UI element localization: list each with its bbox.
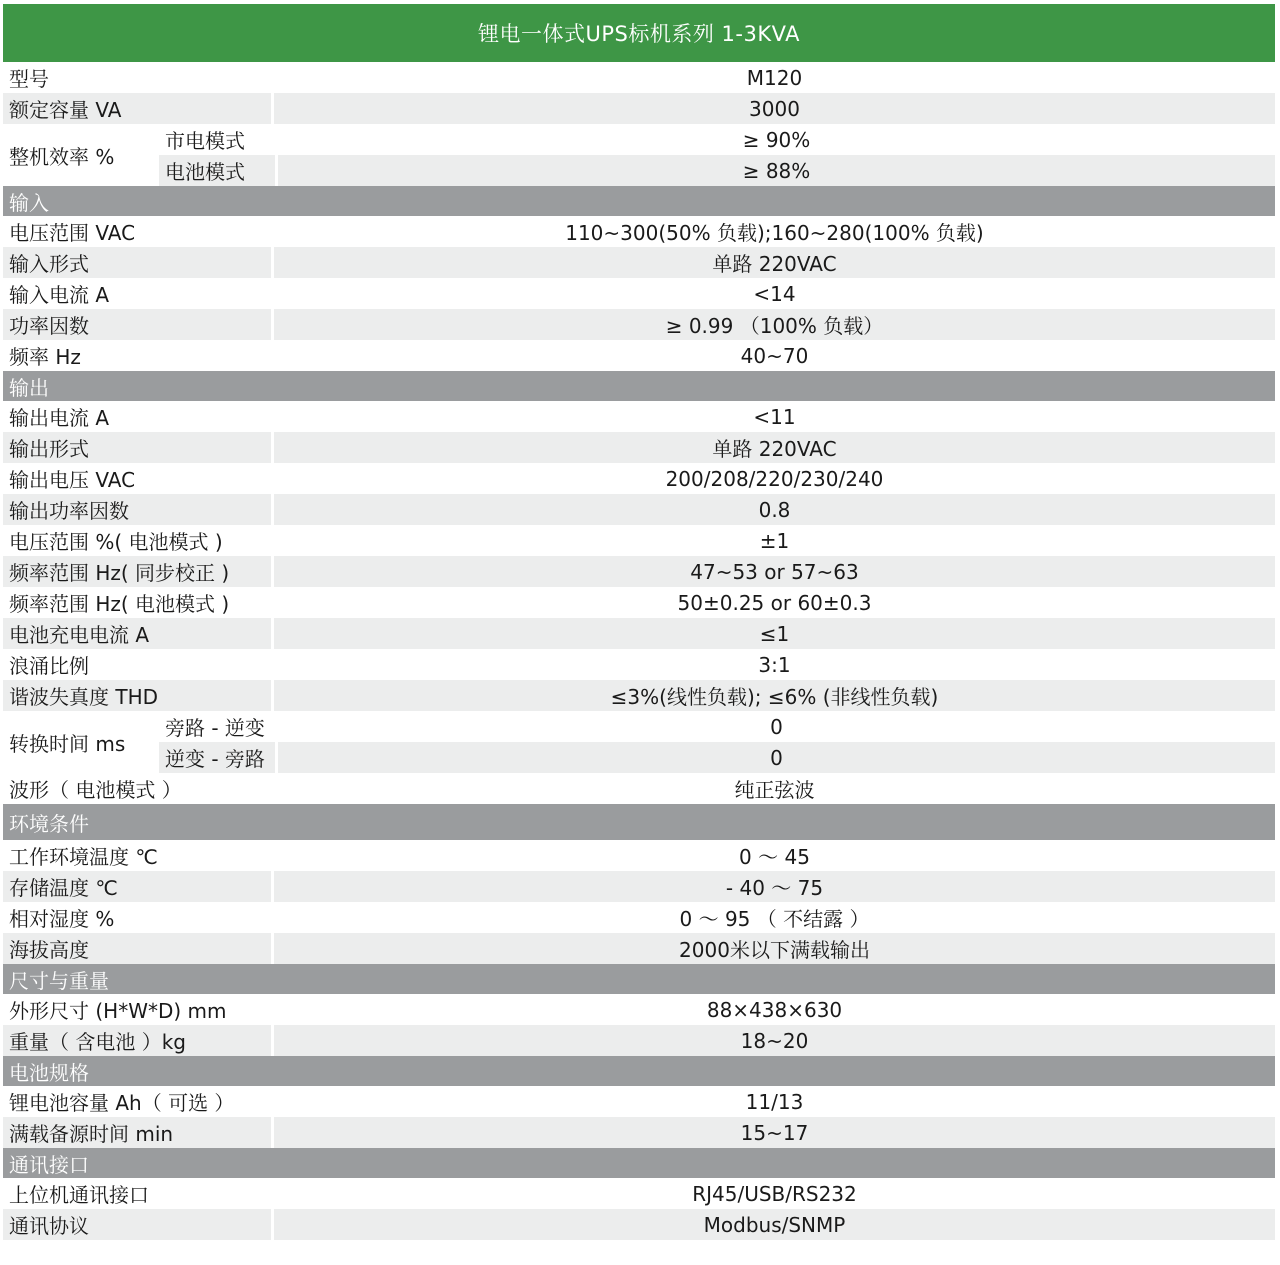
row-label: 波形（ 电池模式 ） — [3, 773, 271, 804]
table-row — [3, 247, 1275, 278]
row-label: 逆变 - 旁路 — [159, 742, 275, 773]
row-label: 电池模式 — [159, 155, 275, 186]
table-row — [3, 871, 1275, 902]
row-label: 旁路 - 逆变 — [159, 711, 275, 742]
row-label: 满载备源时间 min — [3, 1117, 271, 1148]
row-group-transfer-time — [3, 711, 1275, 773]
row-label: 输出电流 A — [3, 401, 271, 432]
row-label: 重量（ 含电池 ）kg — [3, 1025, 271, 1056]
row-model — [3, 62, 1275, 93]
table-row — [3, 902, 1275, 933]
row-efficiency-battery — [155, 155, 1275, 186]
row-value: 纯正弦波 — [274, 773, 1275, 804]
table-row — [3, 840, 1275, 871]
section-output-rows — [3, 401, 1275, 804]
row-label: 电压范围 VAC — [3, 216, 271, 247]
row-value: <14 — [274, 278, 1275, 309]
row-label: 输出形式 — [3, 432, 271, 463]
row-label: 海拔高度 — [3, 933, 271, 964]
row-value: <11 — [274, 401, 1275, 432]
row-value: ≥ 90% — [278, 124, 1275, 155]
table-row — [3, 1086, 1275, 1117]
section-header-environment: 环境条件 — [3, 804, 1275, 840]
row-value: 50±0.25 or 60±0.3 — [274, 587, 1275, 618]
row-value: - 40 ～ 75 — [274, 871, 1275, 902]
row-label: 通讯协议 — [3, 1209, 271, 1240]
row-label: 额定容量 VA — [3, 93, 271, 124]
table-row — [3, 1209, 1275, 1240]
row-label: 型号 — [3, 62, 271, 93]
row-value: 110~300(50% 负载);160~280(100% 负载) — [274, 216, 1275, 247]
row-label: 谐波失真度 THD — [3, 680, 271, 711]
row-label: 输入形式 — [3, 247, 271, 278]
row-label: 电压范围 %( 电池模式 ) — [3, 525, 271, 556]
group-label: 转换时间 ms — [3, 711, 155, 773]
row-label: 输入电流 A — [3, 278, 271, 309]
row-value: 3000 — [274, 93, 1275, 124]
row-value: 0 ～ 45 — [274, 840, 1275, 871]
row-label: 锂电池容量 Ah（ 可选 ） — [3, 1086, 271, 1117]
row-label: 上位机通讯接口 — [3, 1178, 271, 1209]
section-header-output: 输出 — [3, 371, 1275, 401]
row-value: 单路 220VAC — [274, 247, 1275, 278]
table-row — [3, 1025, 1275, 1056]
row-label: 工作环境温度 ℃ — [3, 840, 271, 871]
row-label: 浪涌比例 — [3, 649, 271, 680]
section-dimensions-rows — [3, 994, 1275, 1056]
table-row — [3, 773, 1275, 804]
row-value: 0 ～ 95 （ 不结露 ） — [274, 902, 1275, 933]
row-value: 2000米以下满载输出 — [274, 933, 1275, 964]
row-value: 0.8 — [274, 494, 1275, 525]
section-header-input: 输入 — [3, 186, 1275, 216]
row-label: 频率范围 Hz( 电池模式 ) — [3, 587, 271, 618]
row-value: ±1 — [274, 525, 1275, 556]
row-value: ≥ 88% — [278, 155, 1275, 186]
group-items — [155, 124, 1275, 186]
row-value: 15~17 — [274, 1117, 1275, 1148]
group-label: 整机效率 % — [3, 124, 155, 186]
row-value: 200/208/220/230/240 — [274, 463, 1275, 494]
row-label: 输出电压 VAC — [3, 463, 271, 494]
table-row — [155, 742, 1275, 773]
row-value: 18~20 — [274, 1025, 1275, 1056]
table-row — [3, 401, 1275, 432]
row-value: 0 — [278, 742, 1275, 773]
table-row — [3, 618, 1275, 649]
table-row — [3, 340, 1275, 371]
table-row — [3, 278, 1275, 309]
group-items — [155, 711, 1275, 773]
table-row — [3, 994, 1275, 1025]
row-value: ≤1 — [274, 618, 1275, 649]
table-row — [3, 1178, 1275, 1209]
row-label: 市电模式 — [159, 124, 275, 155]
table-row — [155, 711, 1275, 742]
table-row — [3, 494, 1275, 525]
section-input-rows — [3, 216, 1275, 371]
section-communication-rows — [3, 1178, 1275, 1240]
row-label: 输出功率因数 — [3, 494, 271, 525]
row-value: ≤3%(线性负载); ≤6% (非线性负载) — [274, 680, 1275, 711]
row-value: 0 — [278, 711, 1275, 742]
row-group-efficiency — [3, 124, 1275, 186]
spec-table — [3, 4, 1275, 1240]
row-capacity — [3, 93, 1275, 124]
row-value: 11/13 — [274, 1086, 1275, 1117]
section-battery-rows — [3, 1086, 1275, 1148]
row-value: M120 — [274, 62, 1275, 93]
row-value: 47~53 or 57~63 — [274, 556, 1275, 587]
table-row — [3, 309, 1275, 340]
row-value: Modbus/SNMP — [274, 1209, 1275, 1240]
table-row — [3, 556, 1275, 587]
row-label: 频率 Hz — [3, 340, 271, 371]
section-header-battery: 电池规格 — [3, 1056, 1275, 1086]
table-row — [3, 216, 1275, 247]
row-label: 存储温度 ℃ — [3, 871, 271, 902]
row-value: RJ45/USB/RS232 — [274, 1178, 1275, 1209]
row-value: 40~70 — [274, 340, 1275, 371]
table-row — [3, 463, 1275, 494]
row-value: 单路 220VAC — [274, 432, 1275, 463]
row-value: 3:1 — [274, 649, 1275, 680]
row-label: 相对湿度 % — [3, 902, 271, 933]
table-row — [3, 649, 1275, 680]
table-title: 锂电一体式UPS标机系列 1-3KVA — [3, 4, 1275, 62]
section-environment-rows — [3, 840, 1275, 964]
section-header-dimensions: 尺寸与重量 — [3, 964, 1275, 994]
row-label: 电池充电电流 A — [3, 618, 271, 649]
table-row — [3, 933, 1275, 964]
row-efficiency-mains — [155, 124, 1275, 155]
row-label: 功率因数 — [3, 309, 271, 340]
table-row — [3, 525, 1275, 556]
row-label: 频率范围 Hz( 同步校正 ) — [3, 556, 271, 587]
table-row — [3, 680, 1275, 711]
table-row — [3, 587, 1275, 618]
row-label: 外形尺寸 (H*W*D) mm — [3, 994, 271, 1025]
row-value: 88×438×630 — [274, 994, 1275, 1025]
table-row — [3, 1117, 1275, 1148]
section-header-communication: 通讯接口 — [3, 1148, 1275, 1178]
row-value: ≥ 0.99 （100% 负载） — [274, 309, 1275, 340]
table-row — [3, 432, 1275, 463]
